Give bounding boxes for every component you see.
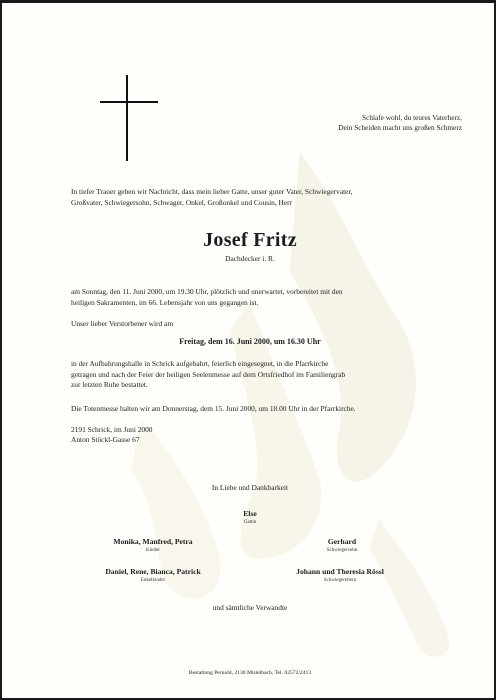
praying-hands-watermark bbox=[2, 3, 494, 698]
mourner-relation: Kinder bbox=[146, 548, 160, 553]
mourner-relation: Enkelkinder bbox=[140, 578, 166, 583]
death-notice bbox=[71, 287, 429, 308]
intro-line-2: Großvater, Schwiegersohn, Schwager, Onkel, Großonkel und Cousin, Herr bbox=[71, 197, 293, 207]
deceased-name: Josef Fritz bbox=[203, 229, 297, 251]
place-and-date: 2191 Schrick, im Juni 2000 bbox=[71, 425, 153, 434]
memorial-verse-line-2: Dein Scheiden macht uns großen Schmerz bbox=[338, 123, 462, 132]
death-line-2: heiligen Sakramenten, im 66. Lebensjahr von uns gegangen ist. bbox=[71, 297, 259, 307]
deceased-occupation: Dachdecker i. R. bbox=[225, 254, 275, 263]
gratitude-line: In Liebe und Dankbarkeit bbox=[211, 483, 289, 492]
requiem-mass-notice: Die Totenmesse halten wir am Donnerstag, dem 15. Juni 2000, um 18.00 Uhr in der Pfarrkirche. bbox=[71, 404, 356, 413]
funeral-home-footer: Bestattung Pernold, 2130 Mistelbach, Tel. 02572/2413 bbox=[188, 670, 312, 676]
death-line-1: am Sonntag, den 11. Juni 2000, um 19.30 Uhr, plötzlich und unerwartet, vorbereitet mit den bbox=[71, 287, 343, 296]
mourner-names: Else bbox=[243, 509, 257, 518]
funeral-details bbox=[71, 359, 429, 391]
funeral-date: Freitag, dem 16. Juni 2000, um 16.30 Uhr bbox=[179, 337, 321, 346]
mourner-names: Johann und Theresia Rössl bbox=[296, 567, 384, 576]
mourner-relation: Schwiegereltern bbox=[323, 578, 357, 583]
mourner-names: Gerhard bbox=[327, 537, 357, 546]
mourner-relation: Gattin bbox=[243, 520, 257, 525]
funeral-line-2: getragen und nach der Feier der heiligen Seelenmesse auf dem Ortsfriedhof im Familiengrab bbox=[71, 369, 346, 379]
street-address: Anton Stöckl-Gasse 67 bbox=[71, 435, 140, 444]
mourner-relation: Schwiegersohn bbox=[326, 548, 358, 553]
mourner-names: Monika, Manfred, Petra bbox=[113, 537, 193, 546]
memorial-verse-line-1: Schlafe wohl, du teures Vaterherz, bbox=[362, 113, 462, 122]
mourner-names: Daniel, Rene, Bianca, Patrick bbox=[105, 567, 201, 576]
mourner-son-in-law bbox=[282, 537, 402, 554]
mourner-children bbox=[88, 537, 218, 554]
viewing-intro: Unser lieber Verstorbener wird am bbox=[71, 319, 174, 328]
other-relatives: und sämtliche Verwandte bbox=[212, 603, 288, 612]
cross-icon bbox=[100, 75, 160, 161]
mourner-spouse bbox=[200, 509, 300, 526]
funeral-line-3: zur letzten Ruhe bestattet. bbox=[71, 380, 148, 389]
mourner-parents-in-law bbox=[270, 567, 410, 584]
mourner-grandchildren bbox=[78, 567, 228, 584]
intro-line-1: In tiefer Trauer geben wir Nachricht, dass mein lieber Gatte, unser guter Vater, Schwiegervater, bbox=[71, 187, 353, 196]
memorial-verse bbox=[262, 113, 462, 133]
announcement-intro bbox=[71, 187, 429, 208]
funeral-line-1: in der Aufbahrungshalle in Schrick aufgebahrt, feierlich eingesegnet, in die Pfarrkirche bbox=[71, 359, 329, 368]
